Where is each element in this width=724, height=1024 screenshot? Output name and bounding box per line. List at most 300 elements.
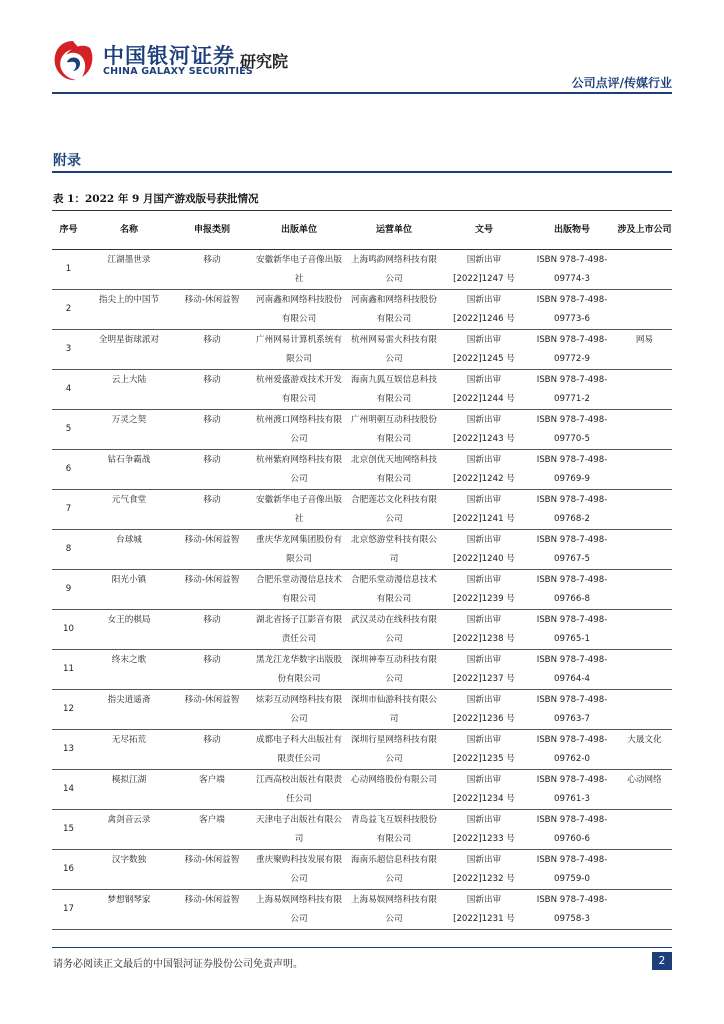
cell-doc-no [441,290,527,330]
cell-category-text: 移动-休闲益智 [184,535,240,545]
cell-listed-company [617,690,672,730]
cell-no [52,810,85,850]
cell-category-text: 移动-休闲益智 [184,855,240,865]
cell-isbn [527,570,617,610]
cell-category [173,810,251,850]
cell-name-text: 梦想钢琴家 [107,895,151,905]
cell-isbn [527,450,617,490]
cell-no [52,690,85,730]
cell-publisher [251,610,347,650]
galaxy-logo-icon [50,38,96,84]
cell-listed-company-text: 大晟文化 [627,735,662,745]
table-row [52,810,672,850]
cell-operator-text: 上海易娱网络科技有限公司 [351,895,437,924]
cell-doc-no [441,490,527,530]
cell-isbn-text: ISBN 978-7-498-09760-6 [536,815,608,844]
section-divider [52,171,672,173]
approval-table [52,210,672,930]
cell-operator-text: 合肥乐堂动漫信息技术有限公司 [351,575,437,604]
cell-name [85,770,173,810]
cell-name-text: 万灵之契 [111,415,147,425]
cell-no [52,490,85,530]
cell-doc-no-text: 国新出审[2022]1244 号 [453,375,515,404]
cell-no-text: 16 [63,864,74,874]
cell-name [85,250,173,290]
brand-name-en: CHINA GALAXY SECURITIES [103,66,253,77]
cell-isbn-text: ISBN 978-7-498-09764-4 [536,655,608,684]
cell-name [85,410,173,450]
cell-operator [347,650,441,690]
cell-name [85,370,173,410]
cell-category-text: 移动 [203,615,221,625]
cell-listed-company [617,530,672,570]
cell-operator-text: 北京创优天地网络科技有限公司 [351,455,437,484]
cell-publisher [251,490,347,530]
cell-no-text: 4 [65,384,72,394]
cell-category [173,850,251,890]
cell-doc-no [441,850,527,890]
cell-isbn [527,250,617,290]
cell-doc-no-text: 国新出审[2022]1239 号 [453,575,515,604]
cell-doc-no-text: 国新出审[2022]1243 号 [453,415,515,444]
cell-isbn [527,610,617,650]
cell-operator-text: 深圳市仙游科技有限公司 [351,695,437,724]
cell-publisher [251,370,347,410]
cell-no-text: 3 [65,344,72,354]
cell-no-text: 5 [65,424,72,434]
cell-isbn-text: ISBN 978-7-498-09771-2 [536,375,608,404]
cell-listed-company-text: 网易 [635,335,654,345]
table-row [52,290,672,330]
cell-operator-text: 海南九狐互娱信息科技有限公司 [351,375,437,404]
cell-category-text: 移动 [203,735,221,745]
cell-doc-no [441,610,527,650]
cell-category-text: 移动-休闲益智 [184,575,240,585]
cell-publisher-text: 江西高校出版社有限责任公司 [256,775,342,804]
cell-category-text: 客户端 [199,815,225,825]
cell-publisher-text: 广州网易计算机系统有限公司 [256,335,342,364]
cell-listed-company [617,570,672,610]
cell-no [52,850,85,890]
cell-doc-no [441,690,527,730]
cell-isbn-text: ISBN 978-7-498-09769-9 [536,455,608,484]
cell-doc-no [441,730,527,770]
cell-publisher [251,650,347,690]
cell-publisher [251,410,347,450]
cell-listed-company [617,410,672,450]
cell-operator-text: 海南乐超信息科技有限公司 [351,855,437,884]
cell-doc-no-text: 国新出审[2022]1245 号 [453,335,515,364]
cell-isbn [527,410,617,450]
footer-disclaimer: 请务必阅读正文最后的中国银河证券股份公司免责声明。 [53,959,303,970]
cell-publisher [251,330,347,370]
header-no: 序号 [52,211,85,250]
cell-operator [347,490,441,530]
section-title: 附录 [53,153,81,169]
table-row [52,690,672,730]
cell-doc-no [441,250,527,290]
cell-publisher-text: 安徽新华电子音像出版社 [256,255,342,284]
cell-category-text: 客户端 [199,775,225,785]
cell-no [52,370,85,410]
page-header [0,0,724,95]
cell-category-text: 移动 [203,255,221,265]
cell-operator [347,410,441,450]
header-category: 申报类别 [173,211,251,250]
cell-publisher-text: 湖北省扬子江影音有限责任公司 [256,615,342,644]
cell-operator-text: 心动网络股份有限公司 [351,775,437,785]
table-body [52,250,672,930]
cell-doc-no-text: 国新出审[2022]1233 号 [453,815,515,844]
cell-name-text: 禽剑音云录 [107,815,151,825]
cell-no-text: 17 [63,904,74,914]
cell-name-text: 终末之歌 [111,655,147,665]
cell-isbn-text: ISBN 978-7-498-09759-0 [536,855,608,884]
cell-name [85,690,173,730]
cell-doc-no-text: 国新出审[2022]1240 号 [453,535,515,564]
cell-operator [347,850,441,890]
table-row [52,890,672,930]
cell-doc-no [441,450,527,490]
cell-doc-no-text: 国新出审[2022]1241 号 [453,495,515,524]
cell-publisher-text: 重庆聚购科技发展有限公司 [256,855,342,884]
brand-dept: 研究院 [240,52,289,71]
cell-no [52,730,85,770]
cell-operator-text: 深圳神奉互动科技有限公司 [351,655,437,684]
cell-isbn-text: ISBN 978-7-498-09763-7 [536,695,608,724]
cell-no [52,770,85,810]
cell-name-text: 指尖逍遥斋 [107,695,151,705]
cell-isbn [527,330,617,370]
cell-category [173,890,251,930]
cell-isbn-text: ISBN 978-7-498-09773-6 [536,295,608,324]
cell-no-text: 14 [63,784,74,794]
cell-isbn [527,290,617,330]
cell-category [173,730,251,770]
cell-isbn-text: ISBN 978-7-498-09767-5 [536,535,608,564]
cell-doc-no [441,530,527,570]
cell-operator-text: 深圳行星网络科技有限公司 [351,735,437,764]
cell-isbn-text: ISBN 978-7-498-09768-2 [536,495,608,524]
cell-doc-no-text: 国新出审[2022]1237 号 [453,655,515,684]
cell-no-text: 12 [63,704,74,714]
report-type: 公司点评/传媒行业 [571,76,672,90]
cell-name-text: 全明星街球派对 [98,335,160,345]
cell-category [173,410,251,450]
cell-publisher-text: 合肥乐堂动漫信息技术有限公司 [256,575,342,604]
cell-no [52,610,85,650]
header-listed-company: 涉及上市公司 [617,211,672,250]
cell-listed-company [617,370,672,410]
table-row [52,490,672,530]
cell-no [52,290,85,330]
approval-table-container [52,210,672,930]
header-doc-no: 文号 [441,211,527,250]
cell-listed-company [617,450,672,490]
cell-doc-no-text: 国新出审[2022]1231 号 [453,895,515,924]
cell-publisher [251,570,347,610]
cell-no-text: 13 [63,744,74,754]
table-row [52,530,672,570]
cell-name-text: 汉字数独 [111,855,147,865]
cell-listed-company [617,850,672,890]
cell-category-text: 移动 [203,375,221,385]
cell-name [85,730,173,770]
cell-category-text: 移动 [203,455,221,465]
cell-name [85,330,173,370]
cell-doc-no [441,330,527,370]
cell-name-text: 无尽拓荒 [111,735,147,745]
table-row [52,650,672,690]
cell-name [85,610,173,650]
table-caption: 表 1：2022 年 9 月国产游戏版号获批情况 [53,193,259,205]
brand-name-cn: 中国银河证券 [103,44,235,68]
table-row [52,730,672,770]
cell-no [52,330,85,370]
cell-doc-no [441,570,527,610]
header-isbn: 出版物号 [527,211,617,250]
cell-operator [347,810,441,850]
cell-operator [347,370,441,410]
footer-divider [52,947,672,948]
cell-category-text: 移动-休闲益智 [184,895,240,905]
cell-operator [347,570,441,610]
cell-doc-no [441,650,527,690]
cell-name-text: 女王的棋局 [107,615,151,625]
cell-name [85,850,173,890]
cell-no-text: 10 [63,624,74,634]
cell-no [52,570,85,610]
cell-no [52,450,85,490]
cell-doc-no [441,890,527,930]
cell-isbn [527,530,617,570]
cell-operator-text: 杭州网易雷火科技有限公司 [351,335,437,364]
cell-name-text: 模拟江湖 [111,775,147,785]
cell-name-text: 钻石争霸战 [107,455,151,465]
table-row [52,370,672,410]
cell-publisher [251,690,347,730]
cell-publisher [251,770,347,810]
cell-isbn [527,850,617,890]
page-number: 2 [652,952,672,970]
cell-doc-no [441,770,527,810]
cell-name [85,530,173,570]
cell-name [85,450,173,490]
cell-publisher-text: 天津电子出版社有限公司 [256,815,342,844]
cell-listed-company [617,650,672,690]
table-row [52,250,672,290]
cell-operator-text: 青岛益飞互娱科技股份有限公司 [351,815,437,844]
cell-doc-no [441,410,527,450]
cell-publisher-text: 炫彩互动网络科技有限公司 [256,695,342,724]
cell-doc-no-text: 国新出审[2022]1234 号 [453,775,515,804]
table-row [52,330,672,370]
cell-no-text: 2 [65,304,72,314]
cell-publisher-text: 杭州渡口网络科技有限公司 [256,415,342,444]
table-header-row [52,211,672,250]
cell-category [173,610,251,650]
cell-category [173,690,251,730]
cell-publisher [251,730,347,770]
cell-name-text: 江湖墨世录 [107,255,151,265]
cell-no-text: 8 [65,544,72,554]
table-row [52,850,672,890]
cell-category [173,570,251,610]
cell-category-text: 移动 [203,495,221,505]
cell-operator [347,890,441,930]
cell-name-text: 台球城 [116,535,142,545]
cell-category-text: 移动 [203,655,221,665]
header-publisher: 出版单位 [251,211,347,250]
cell-category-text: 移动 [203,335,221,345]
cell-operator-text: 合肥莲芯文化科技有限公司 [351,495,437,524]
cell-isbn-text: ISBN 978-7-498-09772-9 [536,335,608,364]
cell-publisher [251,450,347,490]
cell-category [173,650,251,690]
cell-operator-text: 上海鸣韵网络科技有限公司 [351,255,437,284]
cell-isbn-text: ISBN 978-7-498-09774-3 [536,255,608,284]
cell-isbn-text: ISBN 978-7-498-09766-8 [536,575,608,604]
cell-doc-no [441,810,527,850]
cell-listed-company [617,770,672,810]
cell-isbn [527,650,617,690]
cell-publisher-text: 河南鑫和网络科技股份有限公司 [256,295,342,324]
cell-doc-no-text: 国新出审[2022]1242 号 [453,455,515,484]
cell-doc-no-text: 国新出审[2022]1247 号 [453,255,515,284]
cell-operator [347,450,441,490]
cell-category [173,290,251,330]
cell-listed-company [617,250,672,290]
cell-operator-text: 河南鑫和网络科技股份有限公司 [351,295,437,324]
cell-operator [347,770,441,810]
cell-name [85,570,173,610]
cell-category [173,250,251,290]
header-name: 名称 [85,211,173,250]
cell-name-text: 云上大陆 [111,375,147,385]
cell-isbn-text: ISBN 978-7-498-09761-3 [536,775,608,804]
cell-category [173,330,251,370]
cell-doc-no-text: 国新出审[2022]1235 号 [453,735,515,764]
cell-listed-company [617,810,672,850]
table-row [52,610,672,650]
cell-no-text: 9 [65,584,72,594]
cell-no-text: 11 [63,664,74,674]
cell-publisher [251,890,347,930]
cell-name [85,490,173,530]
cell-no [52,650,85,690]
cell-category-text: 移动 [203,415,221,425]
cell-doc-no-text: 国新出审[2022]1246 号 [453,295,515,324]
cell-isbn-text: ISBN 978-7-498-09770-5 [536,415,608,444]
cell-doc-no-text: 国新出审[2022]1236 号 [453,695,515,724]
table-row [52,410,672,450]
cell-isbn [527,810,617,850]
cell-name [85,890,173,930]
cell-operator [347,690,441,730]
cell-publisher [251,850,347,890]
cell-operator-text: 广州明朝互动科技股份有限公司 [351,415,437,444]
cell-no [52,530,85,570]
cell-category [173,490,251,530]
cell-no-text: 1 [65,264,72,274]
cell-isbn [527,770,617,810]
cell-listed-company [617,730,672,770]
cell-operator [347,290,441,330]
cell-isbn-text: ISBN 978-7-498-09765-1 [536,615,608,644]
cell-operator [347,530,441,570]
cell-no-text: 6 [65,464,72,474]
cell-publisher-text: 杭州爱盛游戏技术开发有限公司 [256,375,342,404]
cell-isbn [527,370,617,410]
cell-listed-company [617,490,672,530]
cell-category-text: 移动-休闲益智 [184,295,240,305]
cell-listed-company [617,290,672,330]
cell-name-text: 元气食堂 [111,495,147,505]
cell-publisher-text: 上海易娱网络科技有限公司 [256,895,342,924]
table-row [52,570,672,610]
cell-category [173,370,251,410]
cell-category [173,530,251,570]
cell-operator [347,610,441,650]
cell-category [173,450,251,490]
cell-publisher-text: 黑龙江龙华数字出版股份有限公司 [256,655,342,684]
cell-publisher-text: 杭州紫府网络科技有限公司 [256,455,342,484]
cell-name [85,290,173,330]
cell-no [52,890,85,930]
cell-no [52,410,85,450]
header-operator: 运营单位 [347,211,441,250]
cell-listed-company [617,330,672,370]
cell-no [52,250,85,290]
cell-operator [347,330,441,370]
cell-doc-no-text: 国新出审[2022]1238 号 [453,615,515,644]
cell-category-text: 移动-休闲益智 [184,695,240,705]
cell-name [85,650,173,690]
cell-no-text: 15 [63,824,74,834]
cell-operator-text: 北京悠游堂科技有限公司 [351,535,437,564]
table-row [52,770,672,810]
cell-publisher [251,530,347,570]
table-row [52,450,672,490]
cell-no-text: 7 [65,504,72,514]
cell-isbn [527,690,617,730]
cell-operator [347,730,441,770]
header-divider [52,92,672,94]
cell-operator-text: 武汉灵动在线科技有限公司 [351,615,437,644]
cell-publisher [251,290,347,330]
cell-operator [347,250,441,290]
cell-listed-company [617,890,672,930]
cell-publisher-text: 成都电子科大出版社有限责任公司 [256,735,342,764]
cell-doc-no-text: 国新出审[2022]1232 号 [453,855,515,884]
cell-doc-no [441,370,527,410]
cell-isbn-text: ISBN 978-7-498-09762-0 [536,735,608,764]
cell-publisher-text: 重庆华龙网集团股份有限公司 [256,535,342,564]
cell-publisher [251,250,347,290]
cell-listed-company-text: 心动网络 [627,775,662,785]
cell-isbn [527,890,617,930]
cell-isbn [527,490,617,530]
cell-category [173,770,251,810]
cell-listed-company [617,610,672,650]
cell-name [85,810,173,850]
cell-publisher-text: 安徽新华电子音像出版社 [256,495,342,524]
cell-isbn-text: ISBN 978-7-498-09758-3 [536,895,608,924]
cell-name-text: 阳光小镇 [111,575,147,585]
cell-isbn [527,730,617,770]
cell-publisher [251,810,347,850]
cell-name-text: 指尖上的中国节 [98,295,160,305]
